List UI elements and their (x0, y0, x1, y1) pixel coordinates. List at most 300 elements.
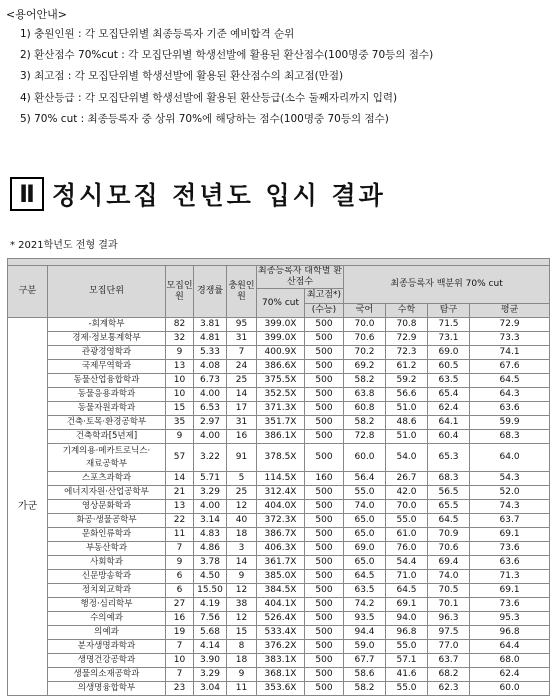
cell-avg: 73.6 (470, 598, 550, 612)
cell-fill: 8 (227, 640, 257, 654)
cell-fill: 5 (227, 472, 257, 486)
table-row (8, 388, 550, 402)
cell-cut: 385.0X (257, 570, 305, 584)
cell-cut: 371.3X (257, 402, 305, 416)
cell-math: 41.6 (386, 668, 428, 682)
cell-max: 500 (305, 612, 344, 626)
cell-max: 500 (305, 416, 344, 430)
cell-math: 26.7 (386, 472, 428, 486)
table-row (8, 514, 550, 528)
unit-name (48, 556, 166, 570)
cell-max: 500 (305, 640, 344, 654)
cell-kor: 58.2 (344, 374, 386, 388)
header-korean: 국어 (344, 303, 386, 318)
section-heading (10, 176, 386, 212)
cell-kor: 63.8 (344, 388, 386, 402)
cell-fill: 3 (227, 542, 257, 556)
header-final-score: 최종등록자 대학별 환산점수 (258, 266, 342, 287)
cell-comp: 15.50 (194, 584, 227, 598)
cell-comp: 3.78 (194, 556, 227, 570)
section-number: Ⅱ (10, 177, 44, 211)
cell-comp: 4.83 (194, 528, 227, 542)
table-row (8, 626, 550, 640)
cell-kor: 65.0 (344, 556, 386, 570)
cell-avg: 63.6 (470, 402, 550, 416)
cell-quota: 21 (166, 486, 194, 500)
cell-quota: 35 (166, 416, 194, 430)
cell-max: 160 (305, 472, 344, 486)
cell-inq: 62.3 (428, 682, 470, 696)
cell-avg: 64.4 (470, 640, 550, 654)
cell-cut: 368.1X (257, 668, 305, 682)
unit-name (48, 626, 166, 640)
cell-inq: 68.3 (428, 472, 470, 486)
unit-name-line: 국제무역학과 (81, 361, 132, 371)
unit-name-line: 건축학과[5년제] (75, 431, 138, 441)
table-row (8, 486, 550, 500)
header-inquiry: 탐구 (428, 303, 470, 318)
cell-inq: 70.6 (428, 542, 470, 556)
table-body (8, 318, 550, 696)
cell-math: 59.2 (386, 374, 428, 388)
cell-fill: 9 (227, 570, 257, 584)
cell-comp: 3.81 (194, 318, 227, 332)
cell-math: 42.0 (386, 486, 428, 500)
unit-name-line: 의예과 (94, 627, 119, 637)
unit-name-line: 행정·심리학부 (80, 599, 133, 609)
header-band (8, 259, 550, 266)
cell-comp: 7.56 (194, 612, 227, 626)
cell-quota: 7 (166, 640, 194, 654)
cell-inq: 63.5 (428, 374, 470, 388)
cell-fill: 14 (227, 388, 257, 402)
cell-comp: 3.90 (194, 654, 227, 668)
cell-cut: 312.4X (257, 486, 305, 500)
cell-fill: 24 (227, 360, 257, 374)
guide-list (20, 24, 433, 130)
cell-comp: 4.00 (194, 500, 227, 514)
cell-quota: 10 (166, 374, 194, 388)
cell-math: 61.0 (386, 528, 428, 542)
cell-fill: 15 (227, 626, 257, 640)
cell-max: 500 (305, 528, 344, 542)
cell-max: 500 (305, 556, 344, 570)
cell-fill: 91 (227, 444, 257, 472)
cell-kor: 56.4 (344, 472, 386, 486)
unit-name-line: 문화인류학과 (81, 529, 132, 539)
cell-comp: 4.50 (194, 570, 227, 584)
cell-math: 51.0 (386, 402, 428, 416)
cell-math: 55.0 (386, 640, 428, 654)
cell-math: 70.0 (386, 500, 428, 514)
cell-math: 61.2 (386, 360, 428, 374)
cell-avg: 72.9 (470, 318, 550, 332)
cell-inq: 56.5 (428, 486, 470, 500)
cell-inq: 68.2 (428, 668, 470, 682)
table-row (8, 528, 550, 542)
cell-comp: 5.33 (194, 346, 227, 360)
cell-comp: 5.71 (194, 472, 227, 486)
unit-name (48, 374, 166, 388)
cell-cut: 378.5X (257, 444, 305, 472)
unit-name-line: 생물의소재공학과 (73, 669, 140, 679)
cell-quota: 13 (166, 500, 194, 514)
cell-inq: 96.3 (428, 612, 470, 626)
cell-fill: 7 (227, 346, 257, 360)
cell-math: 55.0 (386, 514, 428, 528)
cell-quota: 6 (166, 584, 194, 598)
cell-kor: 65.0 (344, 528, 386, 542)
unit-name-line: 동물응용과학과 (77, 389, 136, 399)
cell-cut: 386.7X (257, 528, 305, 542)
guide-item: 4) 환산등급 : 각 모집단위별 학생선발에 활용된 환산등급(소수 둘째자리까지 입력) (20, 91, 398, 104)
cell-fill: 18 (227, 654, 257, 668)
cell-max: 500 (305, 374, 344, 388)
cell-fill: 12 (227, 612, 257, 626)
cell-comp: 2.97 (194, 416, 227, 430)
table-row (8, 374, 550, 388)
cell-fill: 12 (227, 584, 257, 598)
cell-kor: 69.2 (344, 360, 386, 374)
table-row (8, 640, 550, 654)
unit-name-line: 에너지자원·산업공학부 (64, 487, 149, 497)
cell-kor: 69.0 (344, 542, 386, 556)
unit-name-line: 의생명융합학부 (77, 683, 136, 693)
cell-kor: 70.2 (344, 346, 386, 360)
cell-comp: 4.00 (194, 430, 227, 444)
cell-quota: 82 (166, 318, 194, 332)
unit-name (48, 388, 166, 402)
table-row (8, 584, 550, 598)
cell-quota: 23 (166, 682, 194, 696)
cell-kor: 94.4 (344, 626, 386, 640)
cell-comp: 4.00 (194, 388, 227, 402)
cell-fill: 17 (227, 402, 257, 416)
cell-quota: 22 (166, 514, 194, 528)
cell-cut: 384.5X (257, 584, 305, 598)
cell-math: 51.0 (386, 430, 428, 444)
cell-kor: 58.2 (344, 416, 386, 430)
cell-cut: 400.9X (257, 346, 305, 360)
cell-max: 500 (305, 514, 344, 528)
cell-fill: 9 (227, 668, 257, 682)
cell-fill: 95 (227, 318, 257, 332)
cell-quota: 10 (166, 654, 194, 668)
unit-name-line: 경제·정보통계학부 (72, 333, 141, 343)
unit-name-line: 관광경영학과 (81, 347, 132, 357)
cell-fill: 40 (227, 514, 257, 528)
table-row (8, 430, 550, 444)
cell-quota: 19 (166, 626, 194, 640)
cell-inq: 77.0 (428, 640, 470, 654)
guide-item: 5) 70% cut : 최종등록자 중 상위 70%에 해당하는 점수(100명중 70등의 점수) (20, 112, 389, 125)
cell-inq: 63.7 (428, 654, 470, 668)
unit-name-line: 동물산업융합학과 (73, 375, 140, 385)
cell-comp: 6.73 (194, 374, 227, 388)
header-average: 평균 (470, 303, 550, 318)
cell-inq: 70.1 (428, 598, 470, 612)
header-quota: 모집인원 (166, 266, 194, 318)
cell-max: 500 (305, 654, 344, 668)
table-row (8, 612, 550, 626)
unit-name (48, 640, 166, 654)
cell-cut: 386.6X (257, 360, 305, 374)
cell-kor: 70.0 (344, 318, 386, 332)
unit-name (48, 500, 166, 514)
cell-fill: 12 (227, 500, 257, 514)
cell-cut: 399.0X (257, 332, 305, 346)
cell-avg: 69.1 (470, 584, 550, 598)
cell-math: 96.8 (386, 626, 428, 640)
unit-name (48, 486, 166, 500)
unit-name (48, 346, 166, 360)
cell-comp: 4.08 (194, 360, 227, 374)
cell-max: 500 (305, 346, 344, 360)
cell-max: 500 (305, 584, 344, 598)
table-row (8, 332, 550, 346)
cell-avg: 54.3 (470, 472, 550, 486)
unit-name (48, 332, 166, 346)
guide-item: 3) 최고점 : 각 모집단위별 학생선발에 활용된 환산점수의 최고점(만점) (20, 70, 344, 83)
cell-avg: 74.1 (470, 346, 550, 360)
cell-quota: 57 (166, 444, 194, 472)
cell-inq: 70.5 (428, 584, 470, 598)
cell-comp: 4.81 (194, 332, 227, 346)
cell-avg: 62.4 (470, 668, 550, 682)
cell-kor: 74.0 (344, 500, 386, 514)
header-fill: 충원인원 (227, 266, 257, 318)
cell-comp: 4.14 (194, 640, 227, 654)
cell-quota: 7 (166, 668, 194, 682)
group-label: 가군 (8, 318, 48, 696)
cell-max: 500 (305, 598, 344, 612)
cell-fill: 11 (227, 682, 257, 696)
table-row (8, 682, 550, 696)
cell-math: 55.0 (386, 682, 428, 696)
cell-quota: 32 (166, 332, 194, 346)
cell-inq: 64.1 (428, 416, 470, 430)
cell-kor: 58.2 (344, 682, 386, 696)
header-math: 수학 (386, 303, 428, 318)
cell-max: 500 (305, 668, 344, 682)
cell-math: 54.4 (386, 556, 428, 570)
cell-quota: 7 (166, 542, 194, 556)
cell-kor: 70.6 (344, 332, 386, 346)
cell-avg: 63.7 (470, 514, 550, 528)
table-row (8, 668, 550, 682)
unit-name-line: 화공·생물공학부 (76, 515, 137, 525)
cell-cut: 375.5X (257, 374, 305, 388)
unit-name (48, 472, 166, 486)
cell-cut: 361.7X (257, 556, 305, 570)
cell-quota: 13 (166, 360, 194, 374)
unit-name-line: 건축·토목·환경공학부 (66, 417, 147, 427)
cell-avg: 67.6 (470, 360, 550, 374)
unit-name (48, 360, 166, 374)
unit-name-line: 스포츠과학과 (81, 473, 132, 483)
cell-kor: 74.2 (344, 598, 386, 612)
cell-kor: 72.8 (344, 430, 386, 444)
cell-kor: 55.0 (344, 486, 386, 500)
cell-inq: 71.5 (428, 318, 470, 332)
unit-name-line: 영상문화학과 (81, 501, 132, 511)
cell-cut: 114.5X (257, 472, 305, 486)
cell-kor: 58.6 (344, 668, 386, 682)
cell-max: 500 (305, 500, 344, 514)
cell-kor: 64.5 (344, 570, 386, 584)
cell-quota: 10 (166, 388, 194, 402)
cell-comp: 4.19 (194, 598, 227, 612)
cell-quota: 27 (166, 598, 194, 612)
cell-inq: 60.5 (428, 360, 470, 374)
cell-max: 500 (305, 402, 344, 416)
unit-name (48, 514, 166, 528)
cell-quota: 11 (166, 528, 194, 542)
cell-comp: 5.68 (194, 626, 227, 640)
cell-kor: 93.5 (344, 612, 386, 626)
unit-name-line: 수의예과 (90, 613, 123, 623)
cell-fill: 38 (227, 598, 257, 612)
cell-quota: 6 (166, 570, 194, 584)
cell-fill: 25 (227, 374, 257, 388)
cell-avg: 64.3 (470, 388, 550, 402)
cell-kor: 65.0 (344, 514, 386, 528)
guide-item: 1) 충원인원 : 각 모집단위별 최종등록자 기준 예비합격 순위 (20, 28, 295, 40)
cell-fill: 14 (227, 556, 257, 570)
table-row (8, 402, 550, 416)
cell-math: 56.6 (386, 388, 428, 402)
unit-name (48, 430, 166, 444)
cell-avg: 73.3 (470, 332, 550, 346)
cell-math: 70.8 (386, 318, 428, 332)
unit-name-line: 사회학과 (90, 557, 123, 567)
header-cut70: 70% cut (257, 289, 305, 318)
cell-cut: 526.4X (257, 612, 305, 626)
header-unit: 모집단위 (48, 266, 166, 318)
table-row (8, 346, 550, 360)
cell-math: 54.0 (386, 444, 428, 472)
cell-inq: 69.4 (428, 556, 470, 570)
unit-name-line: 정치외교학과 (81, 585, 132, 595)
cell-math: 72.9 (386, 332, 428, 346)
unit-name (48, 682, 166, 696)
cell-inq: 60.4 (428, 430, 470, 444)
cell-cut: 406.3X (257, 542, 305, 556)
cell-avg: 63.6 (470, 556, 550, 570)
cell-avg: 59.9 (470, 416, 550, 430)
cell-avg: 68.3 (470, 430, 550, 444)
cell-max: 500 (305, 430, 344, 444)
cell-avg: 60.0 (470, 682, 550, 696)
cell-avg: 64.0 (470, 444, 550, 472)
cell-inq: 64.5 (428, 514, 470, 528)
cell-cut: 404.1X (257, 598, 305, 612)
unit-name-line: 생명건강공학과 (77, 655, 136, 665)
unit-name-line: -회계학부 (88, 319, 125, 329)
cell-inq: 97.5 (428, 626, 470, 640)
cell-avg: 64.5 (470, 374, 550, 388)
cell-fill: 18 (227, 528, 257, 542)
cell-math: 94.0 (386, 612, 428, 626)
table-row (8, 500, 550, 514)
table-row (8, 416, 550, 430)
cell-max: 500 (305, 444, 344, 472)
unit-name (48, 612, 166, 626)
header-max-sub: (수능) (305, 303, 344, 318)
section-title: 정시모집 전년도 입시 결과 (52, 181, 386, 210)
cell-kor: 67.7 (344, 654, 386, 668)
year-note: * 2021학년도 전형 결과 (10, 240, 118, 251)
table-row (8, 542, 550, 556)
cell-math: 69.1 (386, 598, 428, 612)
results-table (7, 258, 550, 696)
cell-fill: 31 (227, 332, 257, 346)
cell-inq: 65.5 (428, 500, 470, 514)
guide-title: <용어안내> (6, 8, 67, 21)
cell-comp: 3.14 (194, 514, 227, 528)
unit-name (48, 444, 166, 472)
table-row (8, 360, 550, 374)
cell-max: 500 (305, 360, 344, 374)
cell-max: 500 (305, 388, 344, 402)
cell-inq: 74.0 (428, 570, 470, 584)
cell-comp: 4.86 (194, 542, 227, 556)
cell-math: 76.0 (386, 542, 428, 556)
unit-name-line: 기계의용·메카트로닉스· (62, 445, 151, 456)
cell-fill: 16 (227, 430, 257, 444)
table-row (8, 444, 550, 472)
unit-name-line: 재료공학부 (85, 458, 128, 469)
cell-cut: 353.6X (257, 682, 305, 696)
cell-kor: 60.0 (344, 444, 386, 472)
cell-fill: 31 (227, 416, 257, 430)
cell-quota: 9 (166, 346, 194, 360)
table-row (8, 570, 550, 584)
cell-cut: 404.0X (257, 500, 305, 514)
header-group: 구분 (8, 266, 48, 318)
guide-item: 2) 환산점수 70%cut : 각 모집단위별 학생선발에 활용된 환산점수(100명중 70등의 점수) (20, 49, 434, 62)
unit-name (48, 668, 166, 682)
unit-name (48, 528, 166, 542)
unit-name-line: 분자생명과학과 (77, 641, 136, 651)
cell-math: 48.6 (386, 416, 428, 430)
cell-avg: 52.0 (470, 486, 550, 500)
cell-avg: 95.3 (470, 612, 550, 626)
cell-inq: 73.1 (428, 332, 470, 346)
cell-avg: 74.3 (470, 500, 550, 514)
cell-comp: 3.04 (194, 682, 227, 696)
cell-max: 500 (305, 570, 344, 584)
cell-cut: 376.2X (257, 640, 305, 654)
unit-name (48, 542, 166, 556)
cell-fill: 25 (227, 486, 257, 500)
unit-name-line: 신문방송학과 (81, 571, 132, 581)
cell-math: 72.3 (386, 346, 428, 360)
cell-inq: 70.9 (428, 528, 470, 542)
unit-name-line: 부동산학과 (85, 543, 128, 553)
table-row (8, 318, 550, 332)
cell-kor: 60.8 (344, 402, 386, 416)
table-row (8, 598, 550, 612)
cell-avg: 73.6 (470, 542, 550, 556)
cell-cut: 383.1X (257, 654, 305, 668)
cell-comp: 3.29 (194, 668, 227, 682)
cell-cut: 533.4X (257, 626, 305, 640)
cell-avg: 69.1 (470, 528, 550, 542)
header-percentile: 최종등록자 백분위 70% cut (344, 266, 550, 304)
table-row (8, 654, 550, 668)
unit-name-line: 동물자원과학과 (77, 403, 136, 413)
